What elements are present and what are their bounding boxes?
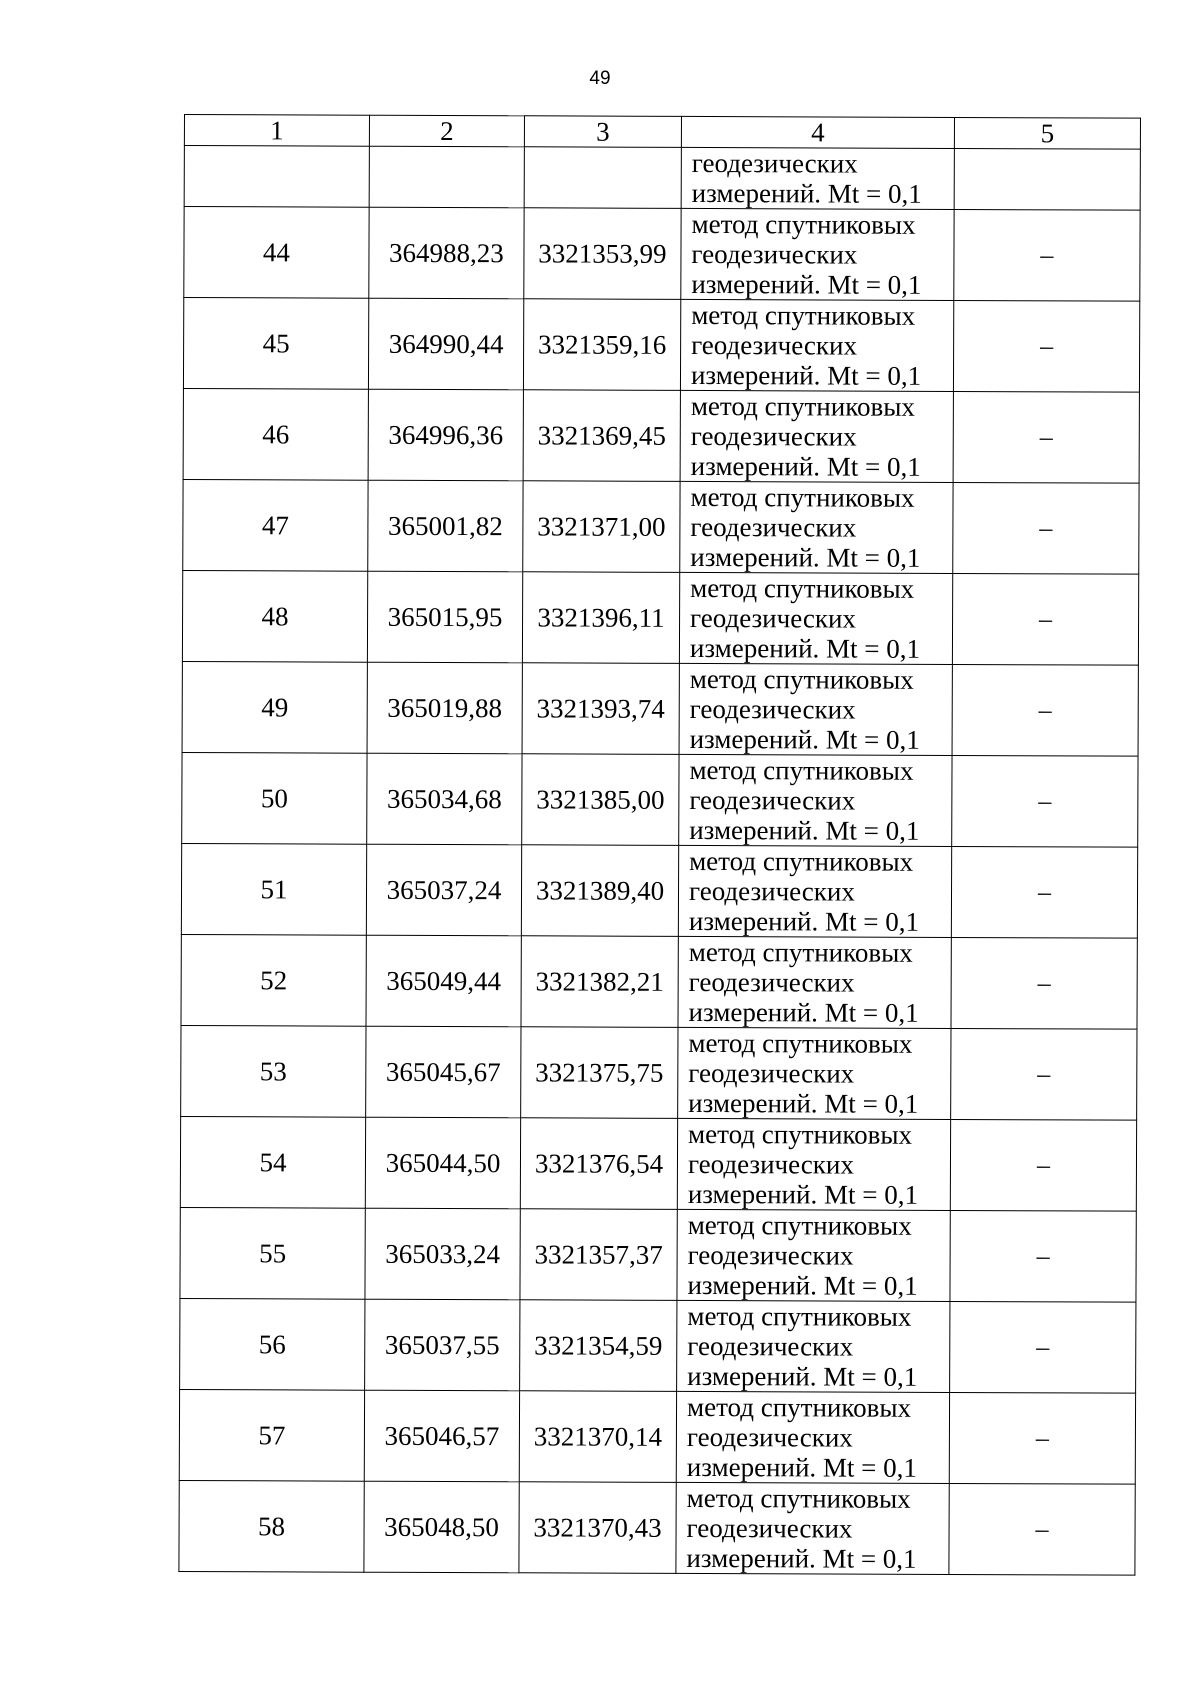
- note-cell: –: [950, 1210, 1136, 1302]
- x-coordinate-cell: 364988,23: [369, 207, 524, 299]
- method-cell: [676, 1482, 949, 1574]
- method-line: геодезических: [691, 147, 858, 179]
- method-line: измерений. Mt = 0,1: [690, 450, 921, 482]
- table-row: [184, 207, 1140, 302]
- method-cell: [677, 1300, 950, 1392]
- x-coordinate-cell: 365049,44: [366, 935, 521, 1027]
- point-number-cell: 52: [181, 934, 366, 1026]
- continuation-x-cell: [369, 146, 524, 208]
- method-cell: [679, 754, 952, 846]
- method-cell: [676, 1391, 949, 1483]
- method-line: измерений. Mt = 0,1: [689, 814, 920, 846]
- note-cell: –: [950, 1301, 1136, 1393]
- continuation-point-cell: [184, 146, 369, 208]
- table-row: [183, 479, 1139, 574]
- table-body: [179, 146, 1140, 1576]
- method-line: геодезических: [689, 693, 856, 725]
- y-coordinate-cell: 3321389,40: [521, 845, 678, 937]
- table-row: [179, 1480, 1135, 1575]
- table-row: [180, 1116, 1136, 1211]
- y-coordinate-cell: 3321376,54: [520, 1118, 677, 1210]
- y-coordinate-cell: 3321385,00: [522, 754, 679, 846]
- table-row: [182, 661, 1138, 756]
- method-line: метод спутниковых: [691, 299, 916, 331]
- method-line: геодезических: [691, 329, 858, 361]
- method-line: метод спутниковых: [689, 663, 914, 695]
- point-number-cell: 51: [181, 843, 366, 935]
- x-coordinate-cell: 365001,82: [368, 480, 523, 572]
- method-line: геодезических: [686, 1421, 853, 1453]
- method-cell: [679, 572, 952, 664]
- method-line: геодезических: [689, 784, 856, 816]
- method-cell: [678, 936, 951, 1028]
- method-line: измерений. Mt = 0,1: [690, 359, 922, 391]
- note-cell: –: [954, 209, 1140, 301]
- table-row: [181, 934, 1137, 1029]
- method-cell: [680, 481, 953, 573]
- y-coordinate-cell: 3321369,45: [523, 390, 680, 482]
- note-cell: –: [952, 664, 1138, 756]
- column-header-2: 2: [369, 115, 524, 147]
- y-coordinate-cell: 3321370,14: [519, 1391, 676, 1483]
- continuation-note-cell: [954, 148, 1140, 210]
- y-coordinate-cell: 3321370,43: [519, 1482, 676, 1574]
- method-line: измерений. Mt = 0,1: [691, 177, 922, 209]
- table-row: [183, 298, 1139, 393]
- method-cell: [678, 845, 951, 937]
- method-line: измерений. Mt = 0,1: [686, 1451, 917, 1483]
- table-row: [180, 1207, 1136, 1302]
- point-number-cell: 54: [180, 1116, 365, 1208]
- x-coordinate-cell: 365046,57: [364, 1390, 519, 1482]
- method-line: геодезических: [688, 966, 855, 998]
- method-line: измерений. Mt = 0,1: [687, 1178, 919, 1210]
- method-line: метод спутниковых: [687, 1209, 912, 1241]
- y-coordinate-cell: 3321357,37: [520, 1209, 677, 1301]
- note-cell: –: [953, 482, 1139, 574]
- x-coordinate-cell: 364996,36: [368, 389, 523, 481]
- method-line: геодезических: [687, 1148, 854, 1180]
- point-number-cell: 53: [181, 1025, 366, 1117]
- method-line: метод спутниковых: [689, 845, 914, 877]
- method-line: метод спутниковых: [688, 936, 913, 968]
- point-number-cell: 48: [182, 570, 367, 662]
- header-row: [184, 115, 1140, 150]
- method-line: измерений. Mt = 0,1: [687, 1360, 918, 1392]
- method-line: геодезических: [688, 1057, 855, 1089]
- point-number-cell: 49: [182, 661, 367, 753]
- table-row: [181, 1025, 1137, 1120]
- page-number: 49: [589, 68, 611, 89]
- method-line: метод спутниковых: [688, 1118, 913, 1150]
- method-line: измерений. Mt = 0,1: [689, 632, 921, 664]
- method-cell: [677, 1209, 950, 1301]
- x-coordinate-cell: 365037,24: [366, 844, 521, 936]
- method-line: метод спутниковых: [691, 208, 916, 240]
- y-coordinate-cell: 3321359,16: [523, 299, 680, 391]
- method-cell: [678, 1027, 951, 1119]
- note-cell: –: [951, 1028, 1137, 1120]
- note-cell: –: [949, 1392, 1135, 1484]
- method-line: измерений. Mt = 0,1: [688, 996, 919, 1028]
- point-number-cell: 50: [182, 752, 367, 844]
- continuation-method-cell: [681, 147, 954, 209]
- method-line: метод спутниковых: [688, 1027, 913, 1059]
- table-row: [182, 752, 1138, 847]
- x-coordinate-cell: 365037,55: [365, 1299, 520, 1391]
- column-header-1: 1: [184, 115, 369, 147]
- method-cell: [677, 1118, 950, 1210]
- y-coordinate-cell: 3321353,99: [524, 208, 681, 300]
- point-number-cell: 47: [183, 479, 368, 571]
- table-row: [181, 843, 1137, 938]
- method-line: метод спутниковых: [686, 1482, 911, 1514]
- point-number-cell: 44: [184, 207, 369, 299]
- note-cell: –: [951, 846, 1137, 938]
- x-coordinate-cell: 365019,88: [367, 662, 522, 754]
- point-number-cell: 57: [179, 1389, 364, 1481]
- method-line: геодезических: [691, 238, 858, 270]
- method-line: измерений. Mt = 0,1: [688, 1087, 919, 1119]
- method-line: геодезических: [688, 875, 855, 907]
- x-coordinate-cell: 365048,50: [364, 1481, 519, 1573]
- y-coordinate-cell: 3321382,21: [521, 936, 678, 1028]
- table-row: [179, 1389, 1135, 1484]
- point-number-cell: 46: [183, 388, 368, 480]
- note-cell: –: [952, 573, 1138, 665]
- method-line: измерений. Mt = 0,1: [690, 541, 921, 573]
- x-coordinate-cell: 364990,44: [368, 298, 523, 390]
- point-number-cell: 56: [180, 1298, 365, 1390]
- method-line: геодезических: [690, 511, 857, 543]
- note-cell: –: [953, 391, 1139, 483]
- method-line: геодезических: [687, 1330, 854, 1362]
- continuation-y-cell: [524, 147, 681, 209]
- y-coordinate-cell: 3321354,59: [520, 1300, 677, 1392]
- method-line: метод спутниковых: [690, 390, 915, 422]
- method-line: измерений. Mt = 0,1: [688, 905, 920, 937]
- method-line: метод спутниковых: [690, 572, 915, 604]
- note-cell: –: [953, 300, 1139, 392]
- method-line: измерений. Mt = 0,1: [689, 723, 920, 755]
- method-line: геодезических: [690, 420, 857, 452]
- method-cell: [680, 299, 953, 391]
- table-row: [182, 570, 1138, 665]
- x-coordinate-cell: 365034,68: [367, 753, 522, 845]
- note-cell: –: [952, 755, 1138, 847]
- method-line: геодезических: [686, 1512, 853, 1544]
- table-row: [180, 1298, 1136, 1393]
- method-line: измерений. Mt = 0,1: [691, 268, 922, 300]
- y-coordinate-cell: 3321371,00: [523, 481, 680, 573]
- method-line: метод спутниковых: [687, 1300, 912, 1332]
- method-line: измерений. Mt = 0,1: [686, 1542, 917, 1574]
- column-header-5: 5: [954, 117, 1140, 149]
- method-line: геодезических: [690, 602, 857, 634]
- column-header-3: 3: [524, 116, 681, 148]
- method-line: метод спутниковых: [686, 1391, 912, 1423]
- point-number-cell: 45: [183, 298, 368, 390]
- y-coordinate-cell: 3321375,75: [521, 1027, 678, 1119]
- x-coordinate-cell: 365015,95: [367, 571, 522, 663]
- y-coordinate-cell: 3321393,74: [522, 663, 679, 755]
- coordinates-table: [178, 114, 1141, 1576]
- x-coordinate-cell: 365045,67: [366, 1026, 521, 1118]
- method-cell: [681, 208, 954, 300]
- method-line: метод спутниковых: [690, 481, 915, 513]
- method-cell: [680, 390, 953, 482]
- method-cell: [679, 663, 952, 755]
- note-cell: –: [949, 1483, 1135, 1575]
- x-coordinate-cell: 365033,24: [365, 1208, 520, 1300]
- table-row: [183, 388, 1139, 483]
- continuation-row: [184, 146, 1140, 211]
- point-number-cell: 58: [179, 1480, 364, 1572]
- y-coordinate-cell: 3321396,11: [522, 572, 679, 664]
- table-header: [184, 115, 1140, 150]
- column-header-4: 4: [681, 116, 954, 148]
- note-cell: –: [950, 1119, 1136, 1211]
- note-cell: –: [951, 937, 1137, 1029]
- method-line: метод спутниковых: [689, 754, 914, 786]
- point-number-cell: 55: [180, 1207, 365, 1299]
- method-line: измерений. Mt = 0,1: [687, 1269, 918, 1301]
- method-line: геодезических: [687, 1239, 854, 1271]
- x-coordinate-cell: 365044,50: [365, 1117, 520, 1209]
